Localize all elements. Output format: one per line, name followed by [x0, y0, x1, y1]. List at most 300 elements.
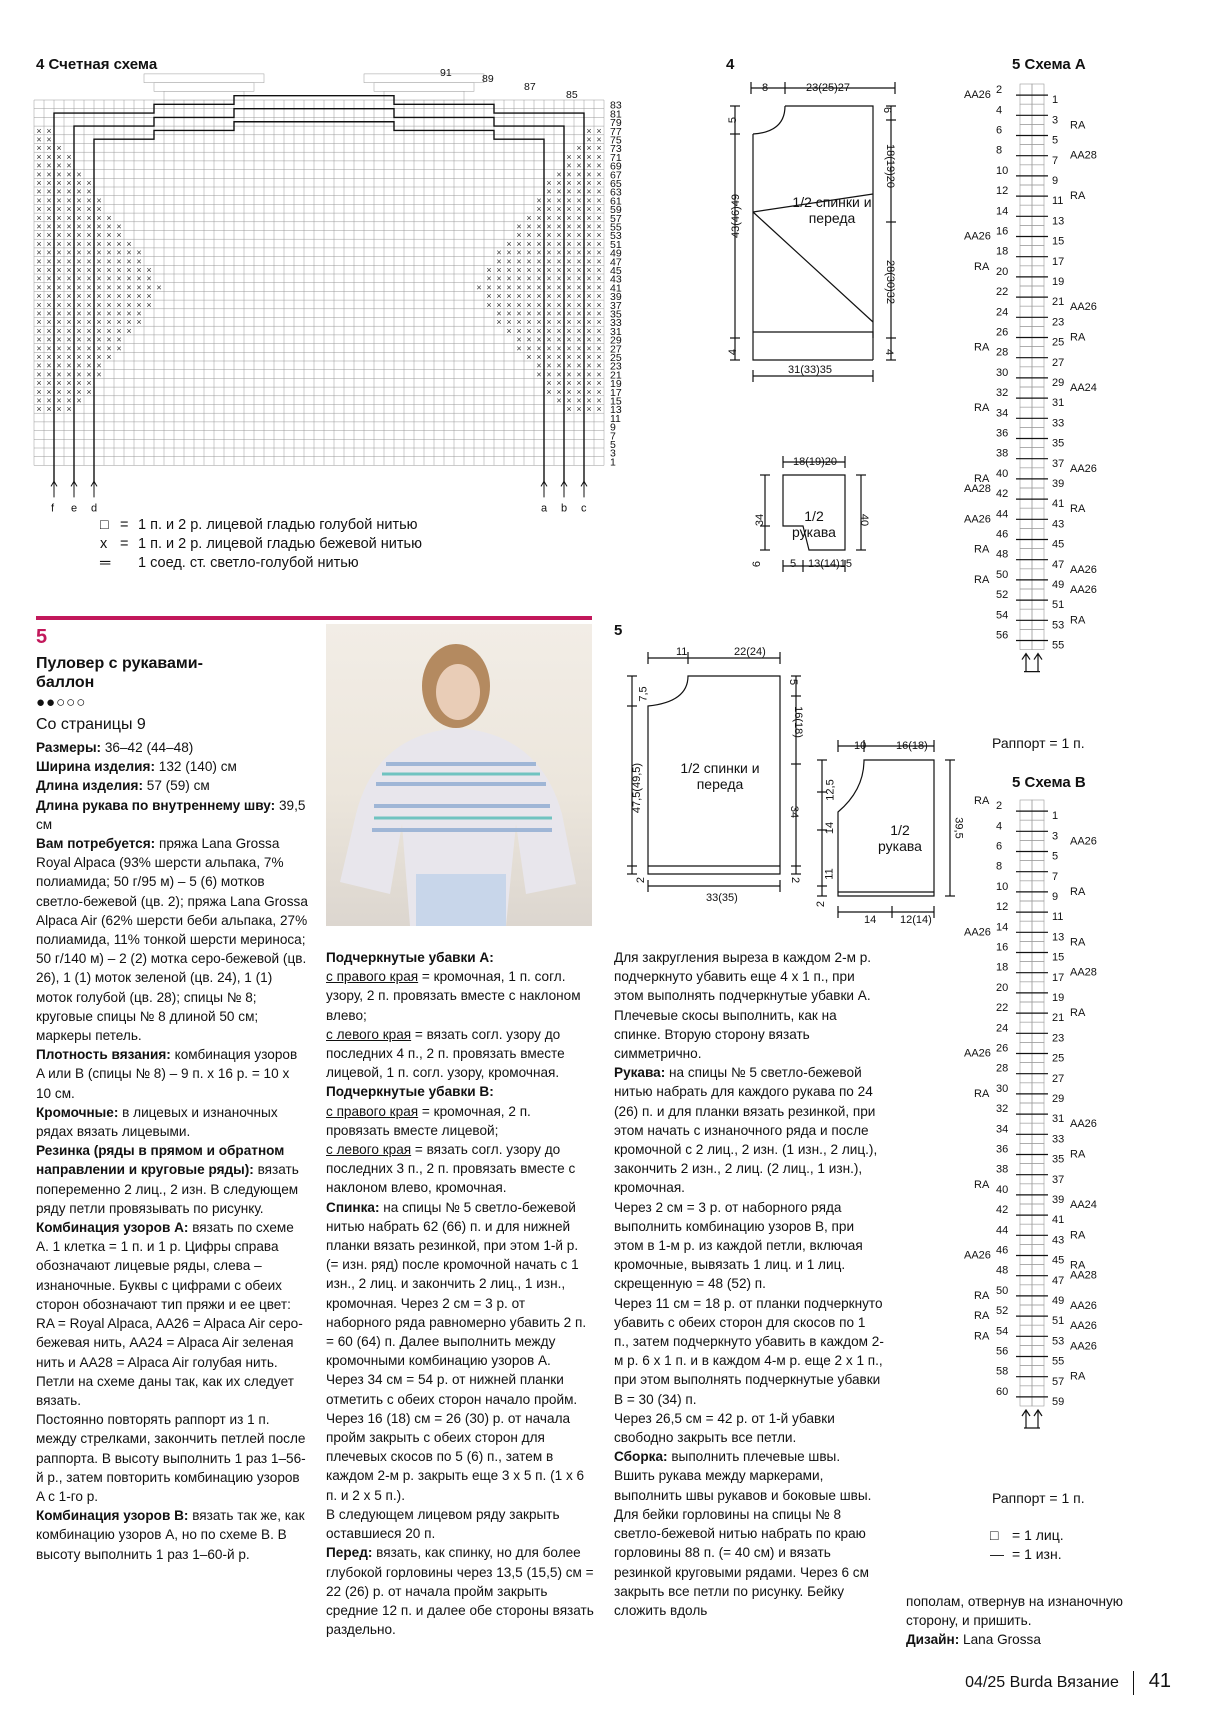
schemeB-row-right: 41 [1052, 1214, 1065, 1227]
svg-text:×: × [76, 369, 82, 380]
p4-sleeve-label: 1/2 рукава [792, 508, 836, 540]
svg-text:×: × [56, 343, 62, 354]
schemeB-yarn-left: AA26 [964, 1047, 991, 1060]
svg-text:×: × [596, 265, 602, 275]
svg-text:×: × [596, 195, 602, 206]
svg-text:×: × [46, 395, 52, 406]
svg-text:×: × [36, 343, 42, 354]
chart4-row-number: 63 [610, 186, 622, 199]
svg-text:×: × [586, 308, 592, 319]
svg-text:×: × [486, 291, 492, 302]
assembly-end: пополам, отвернув на изнаночную сторону, и пришить. [906, 1594, 1124, 1629]
size-line: Размеры: 36–42 (44–48) [36, 740, 194, 755]
svg-text:×: × [536, 352, 542, 362]
schemeB-row-left: 52 [996, 1305, 1009, 1318]
chart4-row-number: 3 [610, 447, 616, 460]
schemeA-row-right: 35 [1052, 437, 1065, 450]
svg-text:×: × [66, 317, 72, 328]
svg-text:×: × [86, 378, 92, 389]
schemeA-row-right: 55 [1052, 639, 1065, 652]
svg-text:×: × [56, 360, 62, 371]
schemeB-row-left: 60 [996, 1385, 1009, 1398]
svg-text:×: × [526, 308, 532, 319]
chart4-row-number: 65 [610, 178, 622, 190]
schemeB-row-right: 37 [1052, 1173, 1065, 1186]
svg-text:×: × [596, 178, 602, 188]
svg-text:×: × [586, 273, 592, 284]
svg-text:×: × [76, 325, 82, 336]
schemeB-row-right: 43 [1052, 1234, 1065, 1247]
svg-text:×: × [36, 160, 42, 171]
chart4-row-numbers [610, 100, 622, 469]
svg-text:×: × [56, 169, 62, 180]
svg-text:×: × [586, 299, 592, 310]
gauge-line: Плотность вязания: комбинация узоров A или B (спицы № 8) – 9 п. x 16 р. = 10 x 10 см. [36, 1047, 298, 1101]
svg-text:×: × [566, 308, 572, 319]
schemeA-row-right: 47 [1052, 558, 1065, 571]
svg-text:×: × [36, 195, 42, 206]
svg-text:×: × [596, 256, 602, 267]
schemeB-row-left: 42 [996, 1204, 1009, 1217]
svg-text:×: × [516, 291, 522, 302]
svg-text:×: × [86, 238, 92, 249]
schemeA-row-right: 17 [1052, 255, 1065, 268]
schemeB-row-right: 53 [1052, 1335, 1065, 1348]
chart4-arrow-label: c [581, 502, 587, 515]
schemeB-grid [960, 796, 1120, 1496]
svg-text:×: × [36, 247, 42, 258]
svg-text:×: × [86, 291, 92, 302]
svg-text:×: × [486, 265, 492, 275]
schemeB-yarn-left: RA [974, 796, 990, 808]
svg-text:×: × [56, 186, 62, 197]
svg-text:×: × [586, 265, 592, 275]
svg-text:×: × [576, 265, 582, 275]
svg-text:×: × [546, 256, 552, 267]
svg-text:×: × [586, 386, 592, 397]
chart4-row-number: 19 [610, 378, 622, 391]
svg-text:×: × [556, 299, 562, 310]
p5-left-3: 2 [635, 876, 648, 884]
schemeA-yarn-right [1070, 80, 1086, 81]
schemeB-row-right: 31 [1052, 1113, 1065, 1126]
svg-text:×: × [46, 282, 52, 293]
svg-text:×: × [546, 334, 552, 345]
schemeB-row-right: 45 [1052, 1254, 1065, 1267]
schemeA-row-left: 48 [996, 548, 1009, 561]
svg-text:×: × [106, 238, 112, 249]
schemeB-row-left: 26 [996, 1042, 1009, 1055]
p4-sleeve-left-1: 34 [754, 513, 767, 527]
svg-text:×: × [46, 195, 52, 206]
back-para-2: Через 34 см = 54 р. от нижней планки отметить с обеих сторон начало пройм. Через 16 (18) см = 26 (30) р. от начала пройм закрыть с обеих сторон для плечевых скосов по 5 (6) п., затем в каждом 2-м р. закрыть еще 3 x 5 п. (1 x 6 п. и 2 x 5 п.). [326, 1372, 585, 1503]
svg-text:×: × [546, 273, 552, 284]
schemeB-yarn-left: AA26 [964, 926, 991, 939]
svg-text:×: × [516, 273, 522, 284]
schemeA-row-left: 8 [996, 144, 1003, 157]
svg-text:×: × [66, 247, 72, 258]
svg-text:×: × [596, 160, 602, 171]
svg-text:×: × [66, 378, 72, 389]
schemeB-title: 5 Схема В [1012, 774, 1086, 791]
svg-text:×: × [596, 134, 602, 145]
magazine-name: Burda Вязание [1009, 1674, 1119, 1692]
schemeA-row-left: 14 [996, 205, 1009, 218]
schemeB-row-left: 4 [996, 820, 1003, 833]
schemeB-row-right: 17 [1052, 971, 1065, 984]
schemeB-yarn-right: AA26 [1070, 835, 1097, 848]
schemeB-row-left: 54 [996, 1325, 1009, 1338]
svg-text:×: × [96, 360, 102, 371]
svg-text:×: × [536, 247, 542, 258]
svg-text:×: × [116, 291, 122, 302]
chart4-arrow-label: e [71, 502, 78, 515]
p4-bottom: 31(33)35 [788, 364, 833, 376]
svg-text:×: × [546, 186, 552, 197]
svg-text:×: × [66, 265, 72, 275]
schemeA-cells [1020, 84, 1044, 650]
schemeA-yarn-left: RA [974, 341, 990, 354]
svg-text:×: × [96, 308, 102, 319]
svg-text:×: × [556, 195, 562, 206]
svg-text:×: × [106, 317, 112, 328]
svg-text:×: × [56, 273, 62, 284]
up-arrow-icon [541, 481, 547, 497]
svg-text:×: × [566, 151, 572, 162]
svg-text:×: × [576, 282, 582, 293]
p5-right-4: 2 [789, 876, 802, 884]
svg-text:×: × [76, 204, 82, 215]
schemeB-row-right: 57 [1052, 1375, 1065, 1388]
svg-text:×: × [96, 247, 102, 258]
svg-text:×: × [566, 273, 572, 284]
svg-text:×: × [566, 386, 572, 397]
chart4-row-number: 29 [610, 334, 622, 347]
svg-text:×: × [556, 395, 562, 406]
schemeB-yarn-right: RA [1070, 1148, 1086, 1161]
svg-text:×: × [556, 291, 562, 302]
svg-text:×: × [56, 204, 62, 215]
svg-text:×: × [136, 299, 142, 310]
svg-text:×: × [566, 360, 572, 371]
schemeB-row-left: 48 [996, 1264, 1009, 1277]
chart4-top-number: 89 [482, 73, 494, 85]
svg-text:×: × [586, 134, 592, 145]
svg-text:×: × [576, 291, 582, 302]
svg-text:×: × [576, 334, 582, 345]
schemeB-row-right: 29 [1052, 1092, 1065, 1105]
svg-text:×: × [576, 386, 582, 397]
svg-text:×: × [536, 299, 542, 310]
svg-text:×: × [136, 282, 142, 293]
schemeA-row-left: 50 [996, 568, 1009, 581]
svg-text:×: × [596, 282, 602, 293]
svg-text:×: × [36, 352, 42, 362]
schemeB-row-right: 47 [1052, 1274, 1065, 1287]
schemeA-row-left: 12 [996, 185, 1009, 198]
svg-text:×: × [486, 282, 492, 293]
length-line: Длина изделия: 57 (59) см [36, 778, 210, 794]
svg-text:×: × [76, 178, 82, 188]
svg-text:×: × [566, 395, 572, 406]
svg-text:×: × [576, 317, 582, 328]
schemeA-yarn-right: AA26 [1070, 462, 1097, 475]
svg-text:×: × [116, 282, 122, 293]
svg-text:×: × [116, 221, 122, 232]
sleeve-para-3: Через 11 см = 18 р. от планки подчеркнуто убавить с обеих сторон для скосов по 1 п., затем подчеркнуто убавить в каждом 2-м р. 6 x 1 п. и в каждом 4-м р. еще 2 x 1 п., при этом выполнять подчеркнутые убавки B = 30 (34) п. [614, 1295, 884, 1407]
schemeB-row-right: 59 [1052, 1395, 1065, 1408]
svg-text:×: × [76, 265, 82, 275]
svg-text:×: × [96, 273, 102, 284]
svg-text:×: × [486, 299, 492, 310]
svg-text:×: × [536, 282, 542, 293]
svg-text:×: × [536, 238, 542, 249]
schemeB-row-left: 40 [996, 1183, 1009, 1196]
svg-text:×: × [526, 282, 532, 293]
schemeA-row-right: 11 [1052, 195, 1064, 208]
schemeB-row-left: 30 [996, 1082, 1009, 1095]
schemeB-row-right: 23 [1052, 1032, 1065, 1045]
svg-text:×: × [586, 204, 592, 215]
legend-row-3: ═ 1 соед. ст. светло-голубой нитью [100, 555, 359, 571]
svg-text:×: × [36, 369, 42, 380]
schemeB-row-right: 19 [1052, 991, 1065, 1004]
svg-text:×: × [66, 360, 72, 371]
svg-text:×: × [56, 378, 62, 389]
svg-text:×: × [36, 204, 42, 215]
chart4-row-number: 11 [610, 412, 621, 425]
svg-text:×: × [576, 247, 582, 258]
schemeA-yarn-left: AA26 [964, 230, 991, 243]
svg-text:×: × [96, 369, 102, 380]
svg-text:×: × [596, 212, 602, 223]
svg-text:×: × [86, 299, 92, 310]
schemeB-row-right: 11 [1052, 911, 1064, 924]
schemeA-row-right: 31 [1052, 397, 1065, 410]
svg-text:×: × [556, 238, 562, 249]
svg-text:×: × [596, 308, 602, 319]
svg-text:×: × [546, 247, 552, 258]
chart4-row-number: 77 [610, 125, 622, 138]
svg-text:×: × [86, 230, 92, 241]
schemeB-row-left: 46 [996, 1244, 1009, 1257]
svg-text:×: × [36, 273, 42, 284]
svg-text:×: × [96, 334, 102, 345]
p4-sleeve-bottom-2: 13(14)15 [808, 558, 853, 570]
schemeA-row-left: 46 [996, 528, 1009, 541]
svg-text:×: × [46, 221, 52, 232]
svg-text:×: × [126, 265, 132, 275]
svg-text:×: × [86, 273, 92, 284]
svg-text:×: × [536, 317, 542, 328]
svg-text:×: × [86, 221, 92, 232]
dec-a-right: с правого края = кромочная, 1 п. согл. узору, 2 п. провязать вместе с наклоном влево; [326, 969, 581, 1023]
schemeB-row-left: 22 [996, 1002, 1009, 1015]
svg-text:×: × [516, 343, 522, 354]
svg-text:×: × [36, 230, 42, 241]
repeat-arrow-icon [1022, 654, 1042, 672]
schemeB-row-left: 2 [996, 800, 1003, 813]
svg-text:×: × [96, 317, 102, 328]
svg-text:×: × [76, 247, 82, 258]
svg-text:×: × [586, 291, 592, 302]
schemeA-row-left: 44 [996, 508, 1009, 521]
svg-text:×: × [56, 386, 62, 397]
chart4-x-marks [36, 126, 601, 414]
schemeB-yarn-right: AA28 [1070, 966, 1097, 979]
svg-text:×: × [96, 221, 102, 232]
svg-text:×: × [56, 195, 62, 206]
svg-text:×: × [96, 230, 102, 241]
schemeB-yarn-left: RA [974, 1289, 990, 1302]
svg-text:×: × [76, 317, 82, 328]
chart4-row-number: 47 [610, 256, 622, 269]
schemeA-row-left: 42 [996, 488, 1009, 501]
svg-text:×: × [496, 256, 502, 267]
svg-text:×: × [556, 352, 562, 362]
svg-text:×: × [66, 325, 72, 336]
p5-sleeve-bottom-2: 12(14) [900, 914, 932, 926]
svg-text:×: × [86, 343, 92, 354]
svg-text:×: × [596, 299, 602, 310]
svg-text:×: × [36, 282, 42, 293]
svg-text:×: × [66, 160, 72, 171]
schemeB-row-left: 24 [996, 1022, 1009, 1035]
svg-text:×: × [566, 291, 572, 302]
svg-text:×: × [546, 221, 552, 232]
svg-text:×: × [566, 282, 572, 293]
svg-text:×: × [76, 308, 82, 319]
pattern5-title: 5 [614, 622, 623, 639]
svg-text:×: × [56, 325, 62, 336]
svg-text:×: × [56, 151, 62, 162]
chart4-row-number: 17 [610, 386, 622, 399]
schemeB-yarn-right: AA26 [1070, 1300, 1097, 1313]
chart4-row-number: 45 [610, 265, 622, 277]
svg-text:×: × [596, 378, 602, 389]
svg-text:×: × [546, 265, 552, 275]
up-arrow-icon [51, 481, 57, 497]
svg-text:×: × [146, 291, 152, 302]
svg-text:×: × [526, 256, 532, 267]
svg-text:×: × [526, 212, 532, 223]
svg-text:×: × [116, 299, 122, 310]
svg-text:×: × [86, 195, 92, 206]
svg-text:×: × [106, 299, 112, 310]
svg-text:×: × [506, 265, 512, 275]
schemeB-legend-2: — = 1 изн. [990, 1546, 1062, 1562]
svg-text:×: × [556, 186, 562, 197]
svg-text:×: × [46, 247, 52, 258]
schemeB-yarn-right: RA [1070, 1259, 1086, 1272]
svg-text:×: × [536, 360, 542, 371]
svg-text:×: × [46, 404, 52, 415]
difficulty-rating: ●●○○○ [36, 694, 87, 711]
svg-text:×: × [36, 186, 42, 197]
svg-text:×: × [576, 299, 582, 310]
schemeB-yarn-left: RA [974, 1178, 990, 1191]
svg-text:×: × [106, 256, 112, 267]
svg-text:×: × [576, 256, 582, 267]
svg-text:×: × [36, 169, 42, 180]
svg-text:×: × [566, 334, 572, 345]
svg-text:×: × [86, 247, 92, 258]
svg-text:×: × [576, 308, 582, 319]
svg-text:×: × [116, 325, 122, 336]
svg-text:×: × [536, 308, 542, 319]
svg-text:×: × [506, 256, 512, 267]
schemeB-row-left: 14 [996, 921, 1009, 934]
page-number: 41 [1148, 1670, 1171, 1693]
svg-text:×: × [596, 343, 602, 354]
chart4-arrow-label: a [541, 502, 548, 515]
svg-text:×: × [496, 273, 502, 284]
svg-text:×: × [556, 369, 562, 380]
svg-text:×: × [566, 178, 572, 188]
svg-text:×: × [566, 204, 572, 215]
p5-left-2: 47,5(49,5) [631, 762, 644, 814]
svg-text:×: × [586, 360, 592, 371]
svg-text:×: × [546, 212, 552, 223]
chart4-row-number: 59 [610, 204, 622, 217]
chart4-row-number: 7 [610, 430, 616, 443]
svg-text:×: × [556, 386, 562, 397]
p5-right-2: 16(18) [791, 706, 804, 738]
chart4-row-number: 43 [610, 273, 622, 286]
schemeA-yarn-left: RA [974, 543, 990, 556]
svg-text:×: × [576, 395, 582, 406]
svg-text:×: × [136, 291, 142, 302]
schemeA-row-left: 38 [996, 447, 1009, 460]
svg-text:×: × [106, 273, 112, 284]
svg-text:×: × [586, 334, 592, 345]
schemeB-row-left: 16 [996, 941, 1009, 954]
svg-text:×: × [56, 404, 62, 415]
svg-text:×: × [86, 334, 92, 345]
chart4-top-number: 91 [440, 68, 452, 79]
svg-text:×: × [516, 230, 522, 241]
svg-text:×: × [96, 256, 102, 267]
svg-text:×: × [56, 265, 62, 275]
svg-text:×: × [46, 369, 52, 380]
svg-text:×: × [96, 238, 102, 249]
schemeA-yarn-left: AA26 [964, 89, 991, 102]
schemeA-yarn-left: RA [974, 402, 990, 415]
svg-text:×: × [546, 378, 552, 389]
p5-bottom: 33(35) [706, 892, 738, 904]
svg-text:×: × [566, 343, 572, 354]
svg-text:×: × [76, 238, 82, 249]
sleeve-para: Рукава: на спицы № 5 светло-бежевой нитью набрать для каждого рукава по 24 (26) п. и для планки вязать резинкой, при этом начать с изнаночного ряда и после кромочной с 2 лиц., 2 изн. (1 изн., 2 лиц.), закончить 2 изн., 2 лиц. (2 лиц., 1 изн.), кромочная. [614, 1065, 878, 1196]
up-arrow-icon [581, 481, 587, 497]
svg-text:×: × [56, 291, 62, 302]
svg-text:×: × [586, 221, 592, 232]
svg-text:×: × [536, 291, 542, 302]
schemeB-yarn-left: RA [974, 1087, 990, 1100]
svg-text:×: × [516, 282, 522, 293]
schemeA-row-left: 6 [996, 124, 1003, 137]
svg-text:×: × [586, 317, 592, 328]
schemeA-row-right: 53 [1052, 619, 1065, 632]
svg-text:×: × [106, 247, 112, 258]
sleeve-para-4: Через 26,5 см = 42 р. от 1-й убавки свободно закрыть все петли. [614, 1410, 835, 1446]
schemeB-row-right: 35 [1052, 1153, 1065, 1166]
schemeB-row-right: 5 [1052, 850, 1059, 863]
p5-label: 1/2 спинки и переда [680, 760, 760, 792]
p4-sleeve-right: 40 [858, 513, 871, 527]
svg-text:×: × [576, 221, 582, 232]
svg-text:×: × [506, 308, 512, 319]
